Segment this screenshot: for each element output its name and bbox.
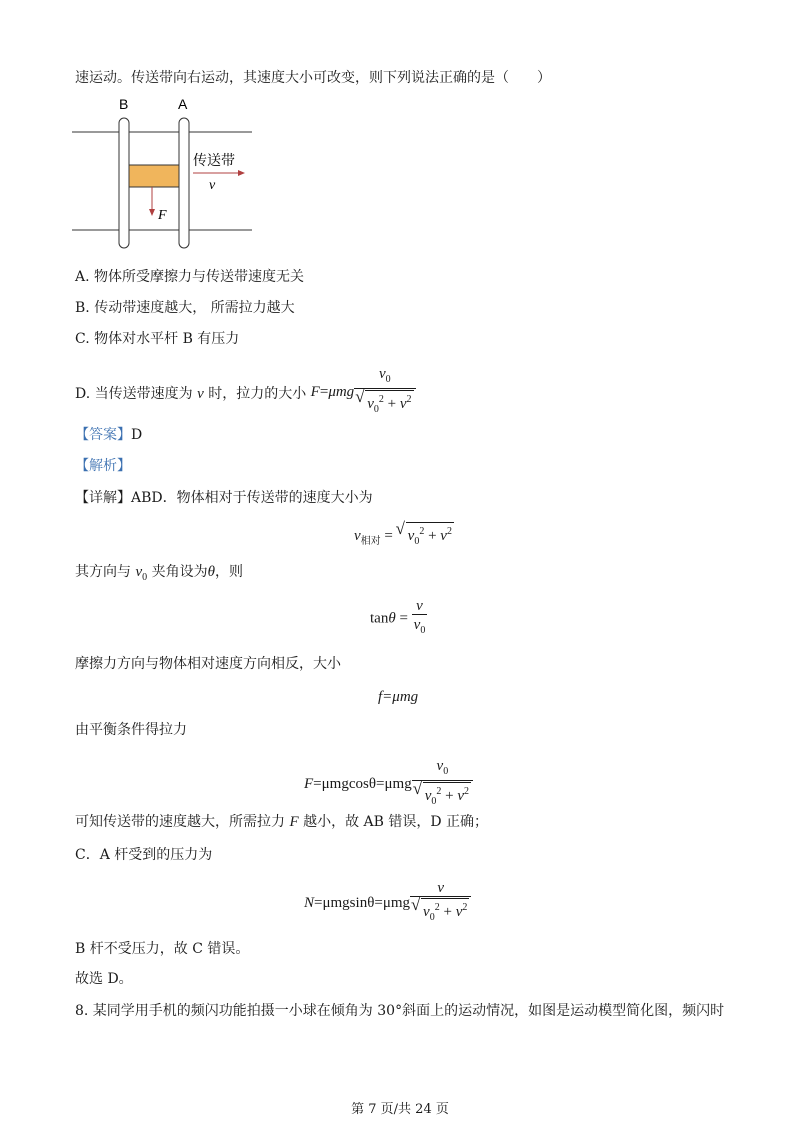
conclusion-prefix: 可知传送带的速度越大，所需拉力 (75, 814, 285, 830)
force-label: F (158, 208, 167, 223)
page-footer: 第 7 页/共 24 页 (351, 1102, 449, 1117)
rod-b (119, 118, 129, 248)
formula-friction: f=μmg (378, 689, 419, 705)
rod-a-label: A (178, 96, 188, 112)
analysis-tag (75, 457, 131, 475)
option-a: A. 物体所受摩擦力与传送带速度无关 (75, 269, 305, 285)
block (129, 165, 179, 187)
choose-line: 故选 D。 (75, 971, 133, 987)
option-d-mid: 时，拉力的大小 (208, 385, 307, 402)
option-c: C. 物体对水平杆 B 有压力 (75, 331, 240, 347)
formula-normal-force: N=μmgsinθ=μmg v √ $v_0^2 + v^2$ (304, 880, 471, 927)
detail-tag: 【详解】 (75, 490, 131, 506)
analysis-tag-text: 【解析】 (75, 458, 131, 474)
velocity-label: v (209, 178, 216, 193)
rel-subscript: 相对 (360, 536, 381, 547)
direction-suffix: ，则 (214, 564, 243, 580)
direction-prefix: 其方向与 (75, 564, 131, 580)
formula-pull-force: F=μmgcosθ=μmg $v_0$ √ $v_0^2 + v^2$ (304, 758, 473, 811)
rod-b-line: B 杆不受压力，故 C 错误。 (75, 941, 250, 957)
answer-tag: 【答案】 (75, 427, 131, 443)
formula-relative-velocity: $v_{相对}$ = √ $v_0^2 + v^2$ (354, 522, 454, 551)
option-b: B. 传动带速度越大， 所需拉力越大 (75, 300, 295, 316)
option-d-prefix: D. 当传送带速度为 (75, 385, 193, 402)
option-d-formula: F=μmg $v_0$ √ $v_0^2 + v^2$ (311, 384, 416, 400)
answer-value: D (131, 427, 143, 443)
conveyor-figure (72, 95, 262, 255)
detail-line (75, 489, 373, 507)
detail-text: ABD．物体相对于传送带的速度大小为 (131, 490, 373, 506)
conclusion-var: F (289, 814, 299, 830)
question-intro: 速运动。传送带向右运动，其速度大小可改变，则下列说法正确的是（ ） (75, 70, 551, 86)
velocity-arrowhead (238, 170, 245, 176)
answer-line (75, 426, 142, 444)
friction-eq: =μmg (382, 689, 419, 705)
rod-b-label: B (119, 96, 129, 112)
belt-label: 传送带 (193, 153, 235, 169)
direction-mid: 夹角设为 (151, 564, 208, 580)
sin-expression: =μmgsinθ=μmg (314, 894, 411, 911)
conclusion-line (75, 813, 488, 831)
formula-tan: tanθ = $\frac{v}{v_0}$ (370, 598, 427, 640)
force-arrowhead (149, 209, 155, 216)
conclusion-suffix: 越小，故 AB 错误，D 正确； (303, 814, 489, 830)
direction-line: 其方向与 $v_0$ 夹角设为θ，则 (75, 564, 243, 583)
friction-line: 摩擦力方向与物体相对速度方向相反，大小 (75, 656, 341, 672)
rod-a (179, 118, 189, 248)
next-question: 8. 某同学用手机的频闪功能拍摄一小球在倾角为 30°斜面上的运动情况，如图是运动模型简化图，频闪时 (75, 1003, 725, 1019)
option-d-var: v (197, 385, 204, 402)
balance-line: 由平衡条件得拉力 (75, 722, 187, 738)
option-d (75, 368, 416, 421)
cos-expression: =μmgcosθ=μmg (313, 775, 412, 792)
option-c-analysis: C．A 杆受到的压力为 (75, 847, 213, 863)
